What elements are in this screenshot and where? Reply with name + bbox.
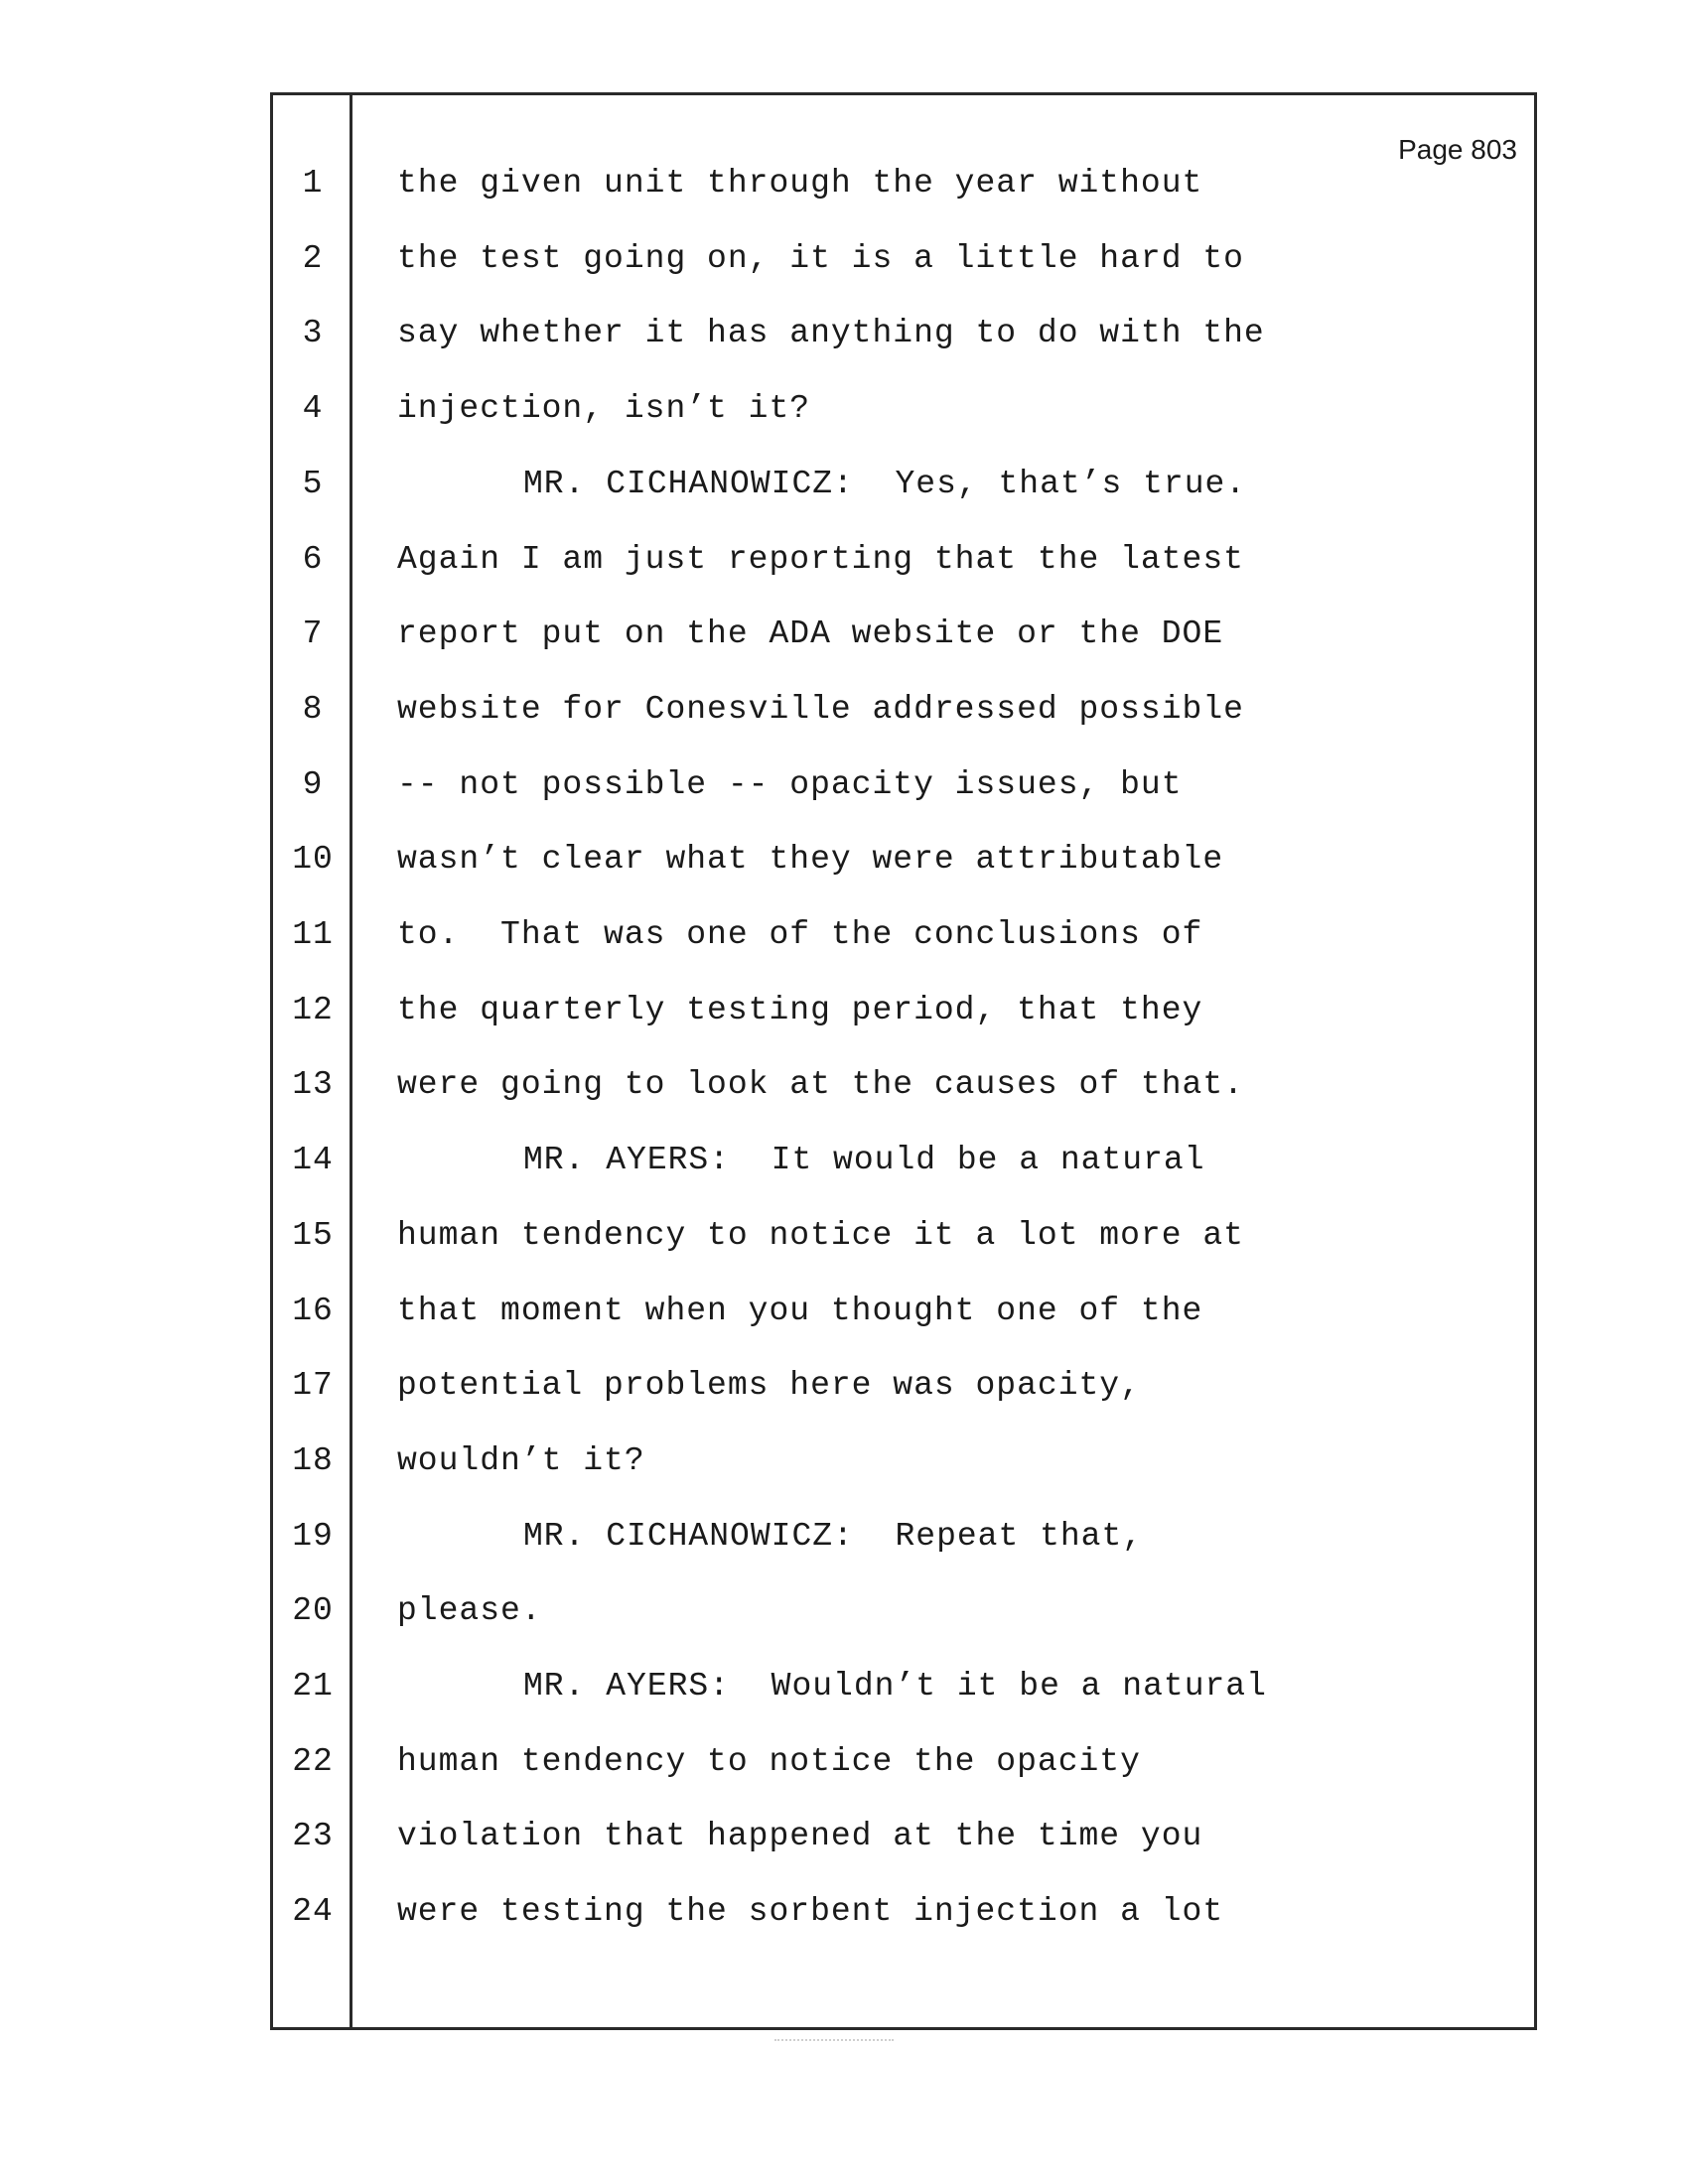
line-text: say whether it has anything to do with the xyxy=(397,315,1265,352)
line-text: to. That was one of the conclusions of xyxy=(397,916,1203,953)
line-number: 10 xyxy=(292,841,334,879)
transcript-line xyxy=(0,607,1684,662)
line-number: 20 xyxy=(292,1592,334,1630)
transcript-line xyxy=(0,1208,1684,1264)
line-text: MR. AYERS: It would be a natural xyxy=(523,1142,1205,1179)
line-number: 21 xyxy=(292,1668,334,1705)
transcript-line xyxy=(0,907,1684,963)
line-text: were testing the sorbent injection a lot xyxy=(397,1893,1224,1931)
line-number: 9 xyxy=(302,765,324,803)
line-text: wasn’t clear what they were attributable xyxy=(397,841,1224,879)
line-text: -- not possible -- opacity issues, but xyxy=(397,765,1183,803)
line-text: that moment when you thought one of the xyxy=(397,1292,1203,1329)
line-text: human tendency to notice the opacity xyxy=(397,1742,1141,1780)
line-number: 6 xyxy=(302,540,324,578)
line-text: human tendency to notice it a lot more at xyxy=(397,1216,1244,1254)
line-text: injection, isn’t it? xyxy=(397,390,811,428)
line-number: 7 xyxy=(302,615,324,653)
line-number: 19 xyxy=(292,1517,334,1555)
transcript-line xyxy=(0,832,1684,887)
line-text: MR. AYERS: Wouldn’t it be a natural xyxy=(523,1668,1267,1705)
transcript-line xyxy=(0,231,1684,287)
transcript-line xyxy=(0,1509,1684,1565)
line-text: MR. CICHANOWICZ: Repeat that, xyxy=(523,1517,1144,1555)
transcript-line xyxy=(0,1884,1684,1940)
line-text: please. xyxy=(397,1592,542,1630)
line-text: report put on the ADA website or the DOE xyxy=(397,615,1224,653)
scan-artifact xyxy=(774,2039,894,2043)
transcript-line xyxy=(0,1433,1684,1489)
page-number: Page 803 xyxy=(1398,134,1517,165)
line-number: 22 xyxy=(292,1742,334,1780)
transcript-line xyxy=(0,457,1684,512)
line-number: 18 xyxy=(292,1441,334,1479)
transcript-line xyxy=(0,1057,1684,1113)
transcript-line xyxy=(0,156,1684,211)
line-text: website for Conesville addressed possible xyxy=(397,690,1244,728)
transcript-line xyxy=(0,1583,1684,1639)
line-text: potential problems here was opacity, xyxy=(397,1367,1141,1405)
line-number: 5 xyxy=(302,465,324,502)
line-number: 4 xyxy=(302,390,324,428)
line-text: Again I am just reporting that the latest xyxy=(397,540,1244,578)
line-number: 23 xyxy=(292,1818,334,1855)
line-text: the test going on, it is a little hard to xyxy=(397,239,1244,277)
transcript-line xyxy=(0,682,1684,738)
transcript-line xyxy=(0,306,1684,361)
line-number: 14 xyxy=(292,1142,334,1179)
line-number: 12 xyxy=(292,991,334,1028)
line-number: 11 xyxy=(292,916,334,953)
line-number: 2 xyxy=(302,239,324,277)
line-number: 16 xyxy=(292,1292,334,1329)
line-number: 15 xyxy=(292,1216,334,1254)
line-text: violation that happened at the time you xyxy=(397,1818,1203,1855)
line-text: wouldn’t it? xyxy=(397,1441,645,1479)
line-number: 17 xyxy=(292,1367,334,1405)
transcript-line xyxy=(0,1734,1684,1790)
line-number: 8 xyxy=(302,690,324,728)
transcript-line xyxy=(0,757,1684,813)
transcript-line xyxy=(0,1284,1684,1339)
line-text: were going to look at the causes of that. xyxy=(397,1066,1244,1104)
line-number: 13 xyxy=(292,1066,334,1104)
transcript-line xyxy=(0,1133,1684,1188)
transcript-line xyxy=(0,983,1684,1038)
line-text: the quarterly testing period, that they xyxy=(397,991,1203,1028)
line-text: the given unit through the year without xyxy=(397,165,1203,202)
transcript-line xyxy=(0,1659,1684,1714)
transcript-line xyxy=(0,532,1684,588)
line-number: 3 xyxy=(302,315,324,352)
line-number: 24 xyxy=(292,1893,334,1931)
line-number: 1 xyxy=(302,165,324,202)
transcript-line xyxy=(0,1358,1684,1414)
line-text: MR. CICHANOWICZ: Yes, that’s true. xyxy=(523,465,1247,502)
transcript-line xyxy=(0,1809,1684,1864)
transcript-line xyxy=(0,381,1684,437)
